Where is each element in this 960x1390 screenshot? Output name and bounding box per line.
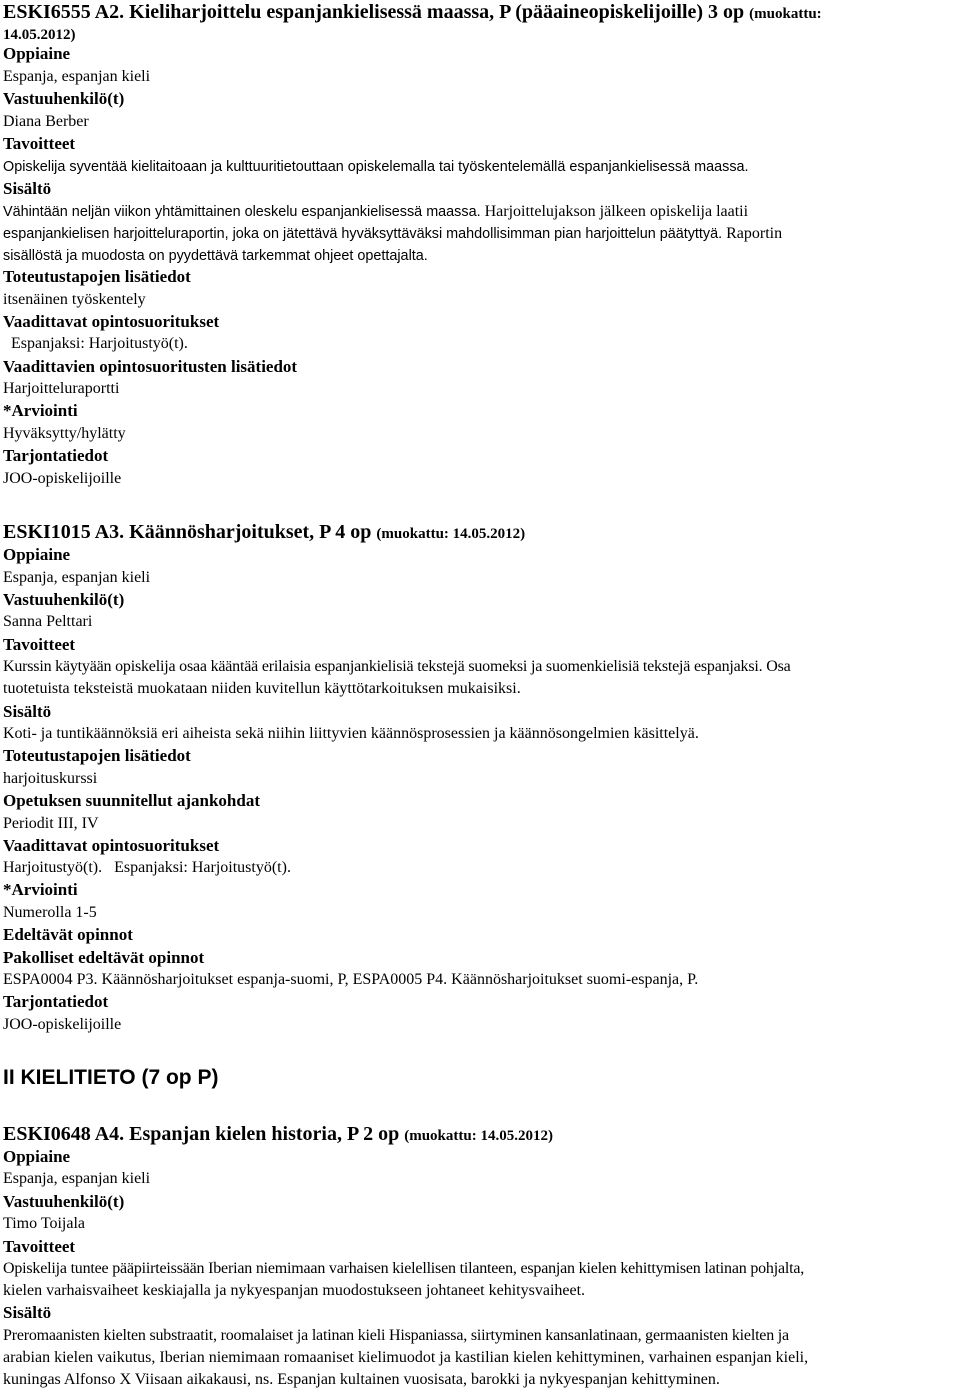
modified-date-continued: 14.05.2012) — [3, 27, 76, 43]
oppiaine-value: Espanja, espanjan kieli — [3, 569, 151, 586]
section-heading-oppiaine: Oppiaine — [3, 44, 71, 63]
sisalto-text: Preromaanisten kielten substraatit, roomalaiset ja latinan kieli Hispaniassa, siirtyminen kansanlatinaan, germaanisten kielten ja — [3, 1327, 789, 1344]
section-heading-tavoitteet: Tavoitteet — [3, 635, 76, 654]
section-heading-sisalto: Sisältö — [3, 1303, 52, 1322]
part-heading: II KIELITIETO (7 op P) — [3, 1066, 219, 1089]
pakolliset-edeltavat-value: ESPA0004 P3. Käännösharjoitukset espanja-suomi, P, ESPA0005 P4. Käännösharjoitukset suomi-espanja, P. — [3, 971, 699, 988]
modified-date: (muokattu: 14.05.2012) — [404, 1128, 553, 1144]
sisalto-text: Koti- ja tuntikäännöksiä eri aiheista sekä niihin liittyvien käännösprosessien ja käännösongelmien käsittelyä. — [3, 725, 699, 742]
section-heading-sisalto: Sisältö — [3, 702, 52, 721]
vastuuhenkilo-value: Timo Toijala — [3, 1215, 86, 1232]
section-heading-ajankohdat: Opetuksen suunnitellut ajankohdat — [3, 791, 260, 810]
tarjontatiedot-value: JOO-opiskelijoille — [3, 1016, 122, 1033]
oppiaine-value: Espanja, espanjan kieli — [3, 68, 151, 85]
course-title — [3, 521, 525, 545]
section-heading-tarjontatiedot: Tarjontatiedot — [3, 446, 109, 465]
vastuuhenkilo-value: Diana Berber — [3, 113, 89, 130]
tarjontatiedot-value: JOO-opiskelijoille — [3, 470, 122, 487]
oppiaine-value: Espanja, espanjan kieli — [3, 1170, 151, 1187]
sisalto-text: arabian kielen vaikutus, Iberian niemimaan romaaniset kielimuodot ja kastilian kielen kehittyminen, varhainen espanjan kieli, — [3, 1349, 809, 1366]
vaadittavat-value: Espanjaksi: Harjoitustyö(t). — [11, 335, 188, 352]
sisalto-text: Vähintään neljän viikon yhtämittainen oleskelu espanjankielisessä maassa. — [3, 204, 481, 220]
sisalto-line — [3, 202, 748, 222]
section-heading-toteutus: Toteutustapojen lisätiedot — [3, 267, 191, 286]
section-heading-oppiaine: Oppiaine — [3, 545, 71, 564]
tavoitteet-text: kielen varhaisvaiheet keskiajalla ja nykyespanjan muodostukseen johtaneet kehitysvaiheet. — [3, 1282, 586, 1299]
section-heading-tavoitteet: Tavoitteet — [3, 134, 76, 153]
tavoitteet-text: Opiskelija syventää kielitaitoaan ja kulttuuritietouttaan opiskelemalla tai työskentelemällä espanjankielisessä maassa. — [3, 159, 749, 175]
course-name: ESKI6555 A2. Kieliharjoittelu espanjankielisessä maassa, P (pääaineopiskelijoille) 3 op — [3, 1, 745, 23]
sisalto-text: kuningas Alfonso X Viisaan aikakausi, ns. Espanjan kultainen vuosisata, barokki ja nykyespanjan kehittyminen. — [3, 1371, 720, 1388]
section-heading-edeltavat: Edeltävät opinnot — [3, 925, 133, 944]
section-heading-vastuuhenkilo: Vastuuhenkilö(t) — [3, 590, 125, 609]
course-title — [3, 1, 822, 25]
section-heading-arviointi: *Arviointi — [3, 880, 78, 899]
tavoitteet-text: Kurssin käytyään opiskelija osaa kääntää erilaisia espanjankielisiä tekstejä suomeksi ja suomenkielisiä tekstejä espanjaksi. Osa — [3, 658, 791, 675]
sisalto-text: Raportin — [726, 225, 783, 242]
section-heading-vastuuhenkilo: Vastuuhenkilö(t) — [3, 1192, 125, 1211]
sisalto-text: sisällöstä ja muodosta on pyydettävä tarkemmat ohjeet opettajalta. — [3, 248, 428, 264]
section-heading-arviointi: *Arviointi — [3, 401, 78, 420]
arviointi-value: Numerolla 1-5 — [3, 904, 97, 921]
course-title — [3, 1123, 553, 1147]
section-heading-vaadittavat: Vaadittavat opintosuoritukset — [3, 312, 220, 331]
section-heading-vastuuhenkilo: Vastuuhenkilö(t) — [3, 89, 125, 108]
sisalto-line — [3, 224, 782, 244]
section-heading-tavoitteet: Tavoitteet — [3, 1237, 76, 1256]
section-heading-vaadittavat: Vaadittavat opintosuoritukset — [3, 836, 220, 855]
section-heading-toteutus: Toteutustapojen lisätiedot — [3, 746, 191, 765]
course-name: ESKI0648 A4. Espanjan kielen historia, P 2 op — [3, 1123, 400, 1145]
vaadittavat-value: Harjoitustyö(t). Espanjaksi: Harjoitustyö(t). — [3, 859, 291, 876]
section-heading-tarjontatiedot: Tarjontatiedot — [3, 992, 109, 1011]
course-title-continued — [3, 22, 76, 46]
ajankohdat-value: Periodit III, IV — [3, 815, 99, 832]
section-heading-vaadittavien-lisatiedot: Vaadittavien opintosuoritusten lisätiedot — [3, 357, 298, 376]
sisalto-text: espanjankielisen harjoitteluraportin, joka on jätettävä hyväksyttäväksi mahdollisimman pian harjoittelun päätyttyä. — [3, 226, 723, 242]
toteutus-value: harjoituskurssi — [3, 770, 98, 787]
sisalto-text: Harjoittelujakson jälkeen opiskelija laatii — [484, 203, 749, 220]
vaadittavien-lisatiedot-value: Harjoitteluraportti — [3, 380, 120, 397]
course-name: ESKI1015 A3. Käännösharjoitukset, P 4 op — [3, 521, 372, 543]
arviointi-value: Hyväksytty/hylätty — [3, 425, 126, 442]
modified-date: (muokattu: 14.05.2012) — [376, 526, 526, 542]
section-heading-sisalto: Sisältö — [3, 179, 52, 198]
toteutus-value: itsenäinen työskentely — [3, 291, 146, 308]
tavoitteet-text: Opiskelija tuntee pääpiirteissään Iberian niemimaan varhaisen kielellisen tilanteen, espanjan kielen kehittymisen latinan pohjalta, — [3, 1260, 805, 1277]
section-heading-oppiaine: Oppiaine — [3, 1147, 71, 1166]
modified-date: (muokattu: — [749, 6, 822, 22]
section-heading-pakolliset-edeltavat: Pakolliset edeltävät opinnot — [3, 948, 205, 967]
vastuuhenkilo-value: Sanna Pelttari — [3, 613, 93, 630]
tavoitteet-text: tuotetuista teksteistä muokataan niiden kuvitellun käyttötarkoituksen mukaisiksi. — [3, 680, 521, 697]
